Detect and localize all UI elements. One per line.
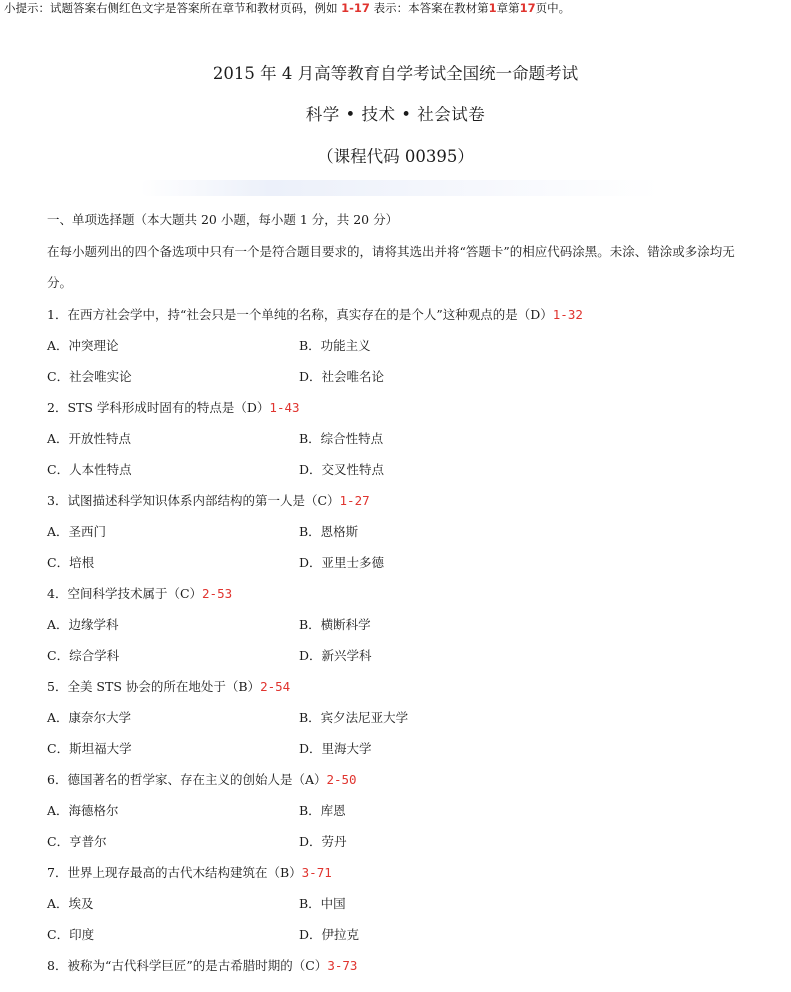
hint-banner (4, 1, 570, 16)
hint-prefix: 小提示：试题答案右侧红色文字是答案所在章节和教材页码，例如 (4, 1, 338, 15)
question-stem: 3．试图描述科学知识体系内部结构的第一人是（C） (47, 493, 340, 508)
answer-ref: 1-32 (552, 307, 583, 322)
question-stem: 5．全美 STS 协会的所在地处于（B） (47, 679, 261, 694)
option-c: C．综合学科 (47, 648, 120, 663)
option-d: D．交叉性特点 (299, 462, 385, 477)
option-b: B．中国 (299, 896, 346, 911)
hint-example-ref: 1-17 (341, 1, 370, 15)
option-c: C．人本性特点 (47, 462, 132, 477)
option-b: B．宾夕法尼亚大学 (299, 710, 409, 725)
scan-smudge (140, 180, 660, 196)
option-b: B．综合性特点 (299, 431, 384, 446)
answer-ref: 2-54 (260, 679, 291, 694)
question-4 (47, 585, 232, 603)
hint-page-suffix: 页中。 (535, 1, 571, 15)
question-stem: 4．空间科学技术属于（C） (47, 586, 203, 601)
option-d: D．里海大学 (299, 741, 372, 756)
option-a: A．埃及 (47, 896, 94, 911)
question-stem: 6．德国著名的哲学家、存在主义的创始人是（A） (47, 772, 327, 787)
answer-ref: 2-53 (202, 586, 233, 601)
question-1 (47, 306, 583, 324)
question-8 (47, 957, 357, 975)
section-heading: 一、单项选择题（本大题共 20 小题，每小题 1 分，共 20 分） (47, 212, 399, 227)
option-d: D．伊拉克 (299, 927, 360, 942)
option-c: C．亨普尔 (47, 834, 107, 849)
option-a: A．海德格尔 (47, 803, 119, 818)
question-3 (47, 492, 370, 510)
hint-chapter-suffix: 章第 (496, 1, 520, 15)
option-a: A．冲突理论 (47, 338, 119, 353)
option-c: C．印度 (47, 927, 95, 942)
question-stem: 2．STS 学科形成时固有的特点是（D） (47, 400, 270, 415)
question-2 (47, 399, 300, 417)
option-d: D．亚里士多德 (299, 555, 385, 570)
question-stem: 1．在西方社会学中，持“社会只是一个单纯的名称，真实存在的是个人”这种观点的是（D） (47, 307, 553, 322)
question-6 (47, 771, 357, 789)
answer-ref: 2-50 (326, 772, 357, 787)
course-code: （课程代码 00395） (317, 147, 474, 166)
option-b: B．恩格斯 (299, 524, 359, 539)
option-b: B．功能主义 (299, 338, 371, 353)
answer-ref: 1-27 (339, 493, 370, 508)
hint-page: 17 (519, 1, 536, 15)
option-c: C．培根 (47, 555, 95, 570)
option-d: D．劳丹 (299, 834, 347, 849)
option-c: C．社会唯实论 (47, 369, 132, 384)
hint-chapter: 1 (488, 1, 497, 15)
option-b: B．库恩 (299, 803, 346, 818)
question-stem: 7．世界上现存最高的古代木结构建筑在（B） (47, 865, 302, 880)
exam-title: 2015 年 4 月高等教育自学考试全国统一命题考试 (212, 64, 579, 83)
exam-subject: 科学 • 技术 • 社会试卷 (305, 105, 486, 124)
question-stem: 8．被称为“古代科学巨匠”的是古希腊时期的（C） (47, 958, 328, 973)
option-d: D．新兴学科 (299, 648, 372, 663)
option-a: A．边缘学科 (47, 617, 119, 632)
option-c: C．斯坦福大学 (47, 741, 132, 756)
answer-ref: 1-43 (269, 400, 300, 415)
hint-middle: 表示：本答案在教材第 (373, 1, 489, 15)
option-a: A．圣西门 (47, 524, 107, 539)
question-5 (47, 678, 290, 696)
question-7 (47, 864, 332, 882)
answer-ref: 3-71 (301, 865, 332, 880)
option-b: B．横断科学 (299, 617, 371, 632)
option-a: A．开放性特点 (47, 431, 132, 446)
option-a: A．康奈尔大学 (47, 710, 132, 725)
option-d: D．社会唯名论 (299, 369, 385, 384)
section-instructions: 在每小题列出的四个备选项中只有一个是符合题目要求的，请将其选出并将“答题卡”的相应代码涂黑。未涂、错涂或多涂均无分。 (47, 244, 735, 290)
answer-ref: 3-73 (327, 958, 358, 973)
